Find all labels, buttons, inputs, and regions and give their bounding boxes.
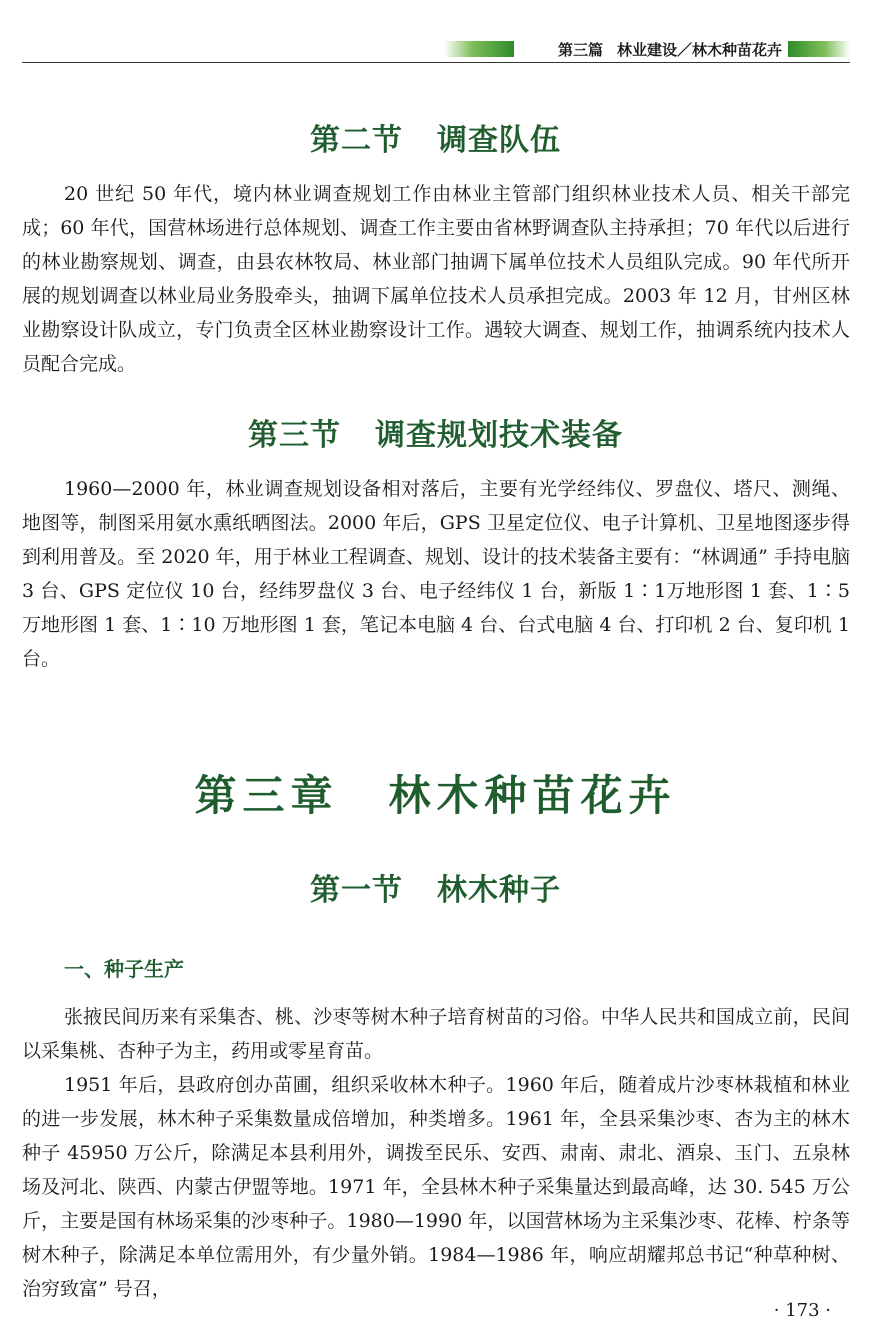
header-green-bar-left — [444, 41, 514, 57]
subsection-heading: 一、种子生产 — [64, 957, 184, 981]
section1-paragraph-1: 张掖民间历来有采集杏、桃、沙枣等树木种子培育树苗的习俗。中华人民共和国成立前，民间以采集桃、杏种子为主，药用或零星育苗。 — [22, 1006, 850, 1062]
section-number: 第一节 — [310, 873, 403, 908]
section-title: 林木种子 — [437, 873, 561, 908]
section3-paragraph: 1960—2000 年，林业调查规划设备相对落后，主要有光学经纬仪、罗盘仪、塔尺、测绳、地图等，制图采用氨水熏纸晒图法。2000 年后，GPS 卫星定位仪、电子计算机、卫星地图逐步得到利用普及。至 2020 年，用于林业工程调查、规划、设计的技术装备主要有：“林调通” 手持电脑 3 台、GPS 定位仪 10 台，经纬罗盘仪 3 台、电子经纬仪 1 台，新版 1∶1万地形图 1 套、1∶5万地形图 1 套、1∶10 万地形图 1 套，笔记本电脑 4 台、台式电脑 4 台、打印机 2 台、复印机 1 台。 — [22, 478, 850, 670]
header-part: 第三篇 — [557, 41, 603, 59]
section-heading-1 — [0, 865, 871, 909]
chapter-number: 第三章 — [194, 771, 339, 820]
section-heading-2 — [0, 115, 871, 159]
header-title: 林业建设／林木种苗花卉 — [616, 41, 782, 59]
section2-paragraph: 20 世纪 50 年代，境内林业调查规划工作由林业主管部门组织林业技术人员、相关干部完成；60 年代，国营林场进行总体规划、调查工作主要由省林野调查队主持承担；70 年代以后进行的林业勘察规划、调查，由县农林牧局、林业部门抽调下属单位技术人员组队完成。90 年代所开展的规划调查以林业局业务股牵头，抽调下属单位技术人员承担完成。2003 年 12 月，甘州区林业勘察设计队成立，专门负责全区林业勘察设计工作。遇较大调查、规划工作，抽调系统内技术人员配合完成。 — [22, 183, 850, 375]
section-number: 第二节 — [310, 123, 403, 158]
chapter-title: 林木种苗花卉 — [388, 771, 677, 820]
section-heading-3 — [0, 410, 871, 454]
section1-paragraph-2: 1951 年后，县政府创办苗圃，组织采收林木种子。1960 年后，随着成片沙枣林栽植和林业的进一步发展，林木种子采集数量成倍增加，种类增多。1961 年，全县采集沙枣、杏为主的林木种子 45950 万公斤，除满足本县利用外，调拨至民乐、安西、肃南、肃北、酒泉、玉门、五泉林场及河北、陕西、内蒙古伊盟等地。1971 年，全县林木种子采集量达到最高峰，达 30. 545 万公斤，主要是国有林场采集的沙枣种子。1980—1990 年，以国营林场为主采集沙枣、花棒、柠条等树木种子，除满足本单位需用外，有少量外销。1984—1986 年，响应胡耀邦总书记“种草种树、治穷致富” 号召， — [22, 1074, 850, 1300]
header-text — [558, 39, 782, 60]
page-number: · 173 · — [773, 1300, 831, 1321]
section-number: 第三节 — [248, 418, 341, 453]
header-green-bar-right — [788, 41, 850, 57]
running-header — [22, 38, 850, 63]
section-title: 调查规划技术装备 — [375, 418, 623, 453]
chapter-heading — [0, 763, 871, 823]
section-title: 调查队伍 — [437, 123, 561, 158]
